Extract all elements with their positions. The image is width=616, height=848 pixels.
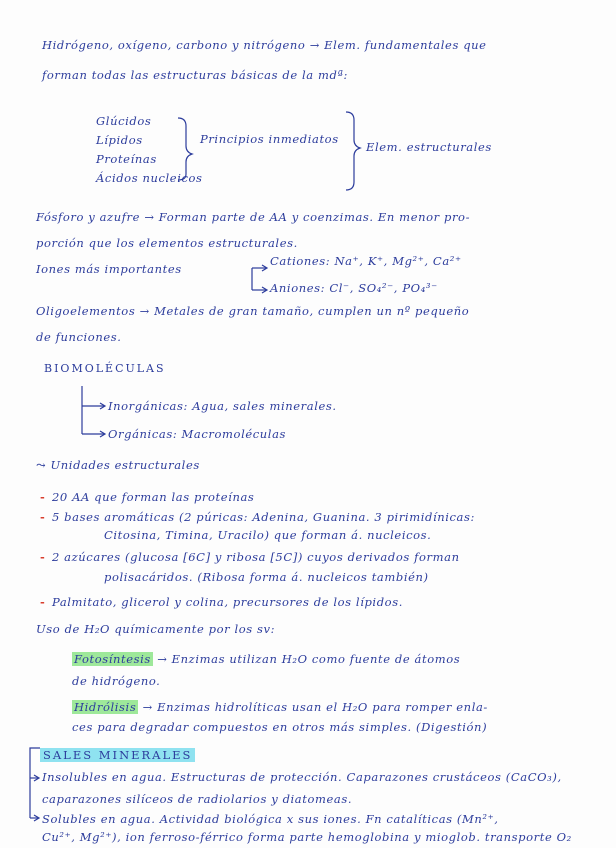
sales-tree: [30, 748, 40, 818]
aniones-text: Aniones: Cl⁻, SO₄²⁻, PO₄³⁻: [270, 281, 438, 295]
solubles-line-2: Cu²⁺, Mg²⁺), ion ferroso-férrico forma parte hemoglobina y mioglob. transporte O₂: [42, 830, 572, 844]
unidad-line: Citosina, Timina, Uracilo) que forman á. nucleicos.: [104, 528, 432, 542]
unidad-line: Palmitato, glicerol y colina, precursores de los lípidos.: [52, 595, 403, 609]
elem-estructurales-label: Elem. estructurales: [366, 140, 492, 154]
intro-line-2: forman todas las estructuras básicas de la mdª:: [42, 68, 348, 82]
biomoleculas-title: BIOMOLÉCULAS: [44, 362, 166, 375]
unidad-line: polisacáridos. (Ribosa forma á. nucleicos también): [104, 570, 429, 584]
principio-item: Proteínas: [96, 152, 157, 166]
bullet-dash: -: [40, 490, 46, 504]
uso-agua-title: Uso de H₂O químicamente por los sv:: [36, 622, 276, 636]
unidad-line: 5 bases aromáticas (2 púricas: Adenina, Guanina. 3 pirimidínicas:: [52, 510, 475, 524]
solubles-line-1: Solubles en agua. Actividad biológica x sus iones. Fn catalíticas (Mn²⁺,: [42, 812, 499, 826]
sales-minerales-title: SALES MINERALES: [40, 748, 195, 762]
insolubles-line-2: caparazones silíceos de radiolarios y diatomeas.: [42, 792, 353, 806]
brace-elementos: [346, 112, 360, 190]
insolubles-line-1: Insolubles en agua. Estructuras de protección. Caparazones crustáceos (CaCO₃),: [42, 770, 562, 784]
inorganicas-text: Inorgánicas: Agua, sales minerales.: [108, 399, 337, 413]
bullet-dash: -: [40, 595, 46, 609]
sales-title-row: [40, 748, 195, 762]
fotosintesis-desc: → Enzimas utilizan H₂O como fuente de átomos: [157, 652, 461, 666]
fotosintesis-line-2: de hidrógeno.: [72, 674, 161, 688]
unidad-line: 2 azúcares (glucosa [6C] y ribosa [5C]) cuyos derivados forman: [52, 550, 460, 564]
fosforo-line-1: Fósforo y azufre → Forman parte de AA y coenzimas. En menor pro-: [36, 210, 471, 224]
unidades-title: ⤳ Unidades estructurales: [36, 458, 200, 472]
hidrolisis-row: [72, 700, 488, 714]
fotosintesis-row: [72, 652, 460, 666]
hidrolisis-desc: → Enzimas hidrolíticas usan el H₂O para romper enla-: [142, 700, 488, 714]
intro-line-1: Hidrógeno, oxígeno, carbono y nitrógeno → Elem. fundamentales que: [42, 38, 487, 52]
principio-item: Ácidos nucleicos: [96, 171, 203, 185]
iones-label: Iones más importantes: [36, 262, 182, 276]
hidrolisis-highlight: Hidrólisis: [74, 700, 137, 714]
cationes-text: Cationes: Na⁺, K⁺, Mg²⁺, Ca²⁺: [270, 254, 462, 268]
oligo-line-1: Oligoelementos → Metales de gran tamaño, cumplen un nº pequeño: [36, 304, 470, 318]
hidrolisis-line-2: ces para degradar compuestos en otros más simples. (Digestión): [72, 720, 488, 734]
fotosintesis-highlight: Fotosíntesis: [74, 652, 151, 666]
organicas-text: Orgánicas: Macromoléculas: [108, 427, 287, 441]
principios-inmediatos-label: Principios inmediatos: [200, 132, 339, 146]
unidad-line: 20 AA que forman las proteínas: [52, 490, 255, 504]
principio-item: Lípidos: [96, 133, 143, 147]
bullet-dash: -: [40, 550, 46, 564]
principio-item: Glúcidos: [96, 114, 152, 128]
oligo-line-2: de funciones.: [36, 330, 122, 344]
bullet-dash: -: [40, 510, 46, 524]
fosforo-line-2: porción que los elementos estructurales.: [36, 236, 298, 250]
